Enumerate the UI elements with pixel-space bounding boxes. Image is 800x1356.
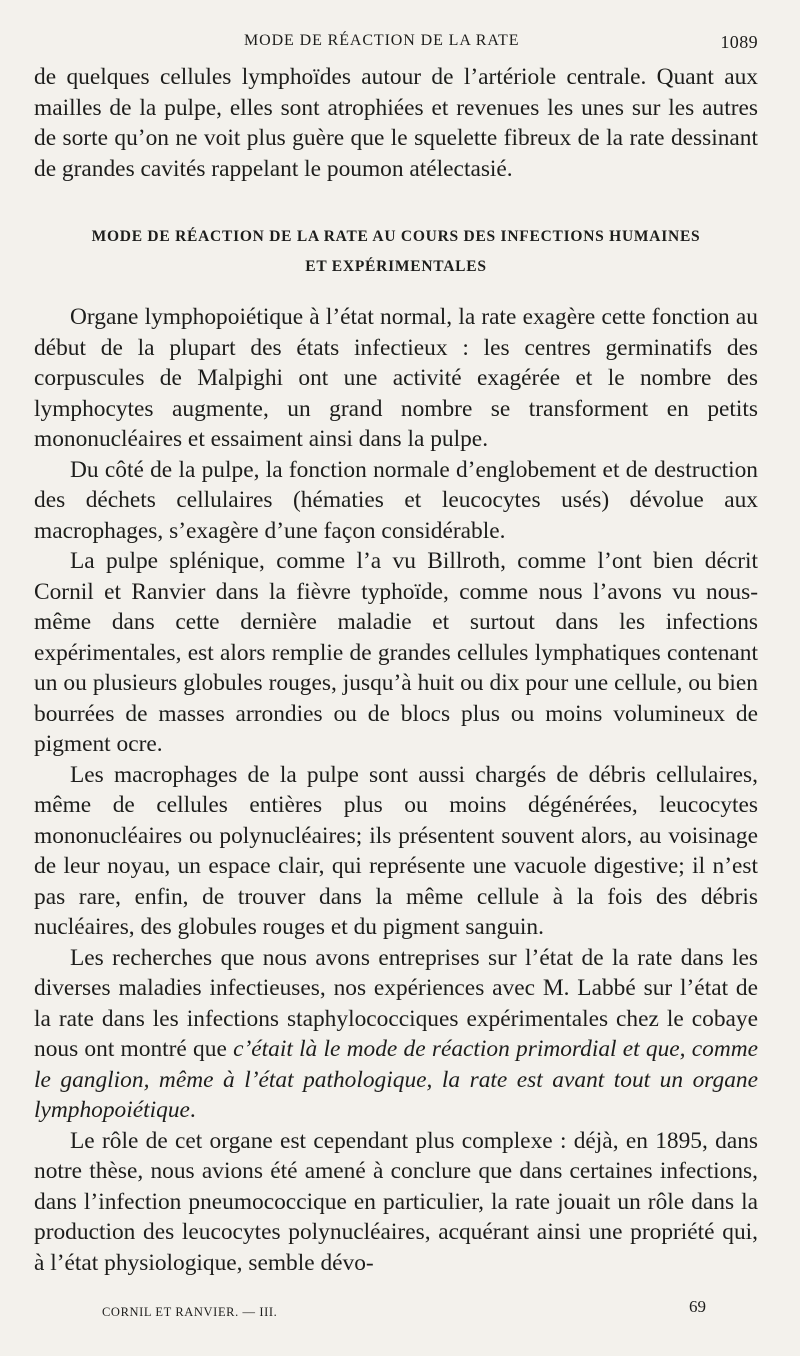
paragraph-research-findings [34,943,758,1126]
page-footer [102,1297,706,1325]
research-text-end: . [189,1097,196,1123]
running-title: MODE DE RÉACTION DE LA RATE [244,32,520,49]
page-body [34,62,758,1278]
paragraph-complex-role: Le rôle de cet organe est cependant plus complexe : déjà, en 1895, dans notre thèse, nous avions été amené à conclure que dans certaines infections, dans l’infection pneumococcique en particulier, la rate jouait un rôle dans la production des leucocytes polynucléaires, acquérant ainsi une propriété qui, à l’état physiologique, semble dévo- [34,1127,758,1276]
research-text-start: Les recherches que nous avons entreprises sur l’état de la rate dans les diverses maladies infectieuses, nos expériences avec M. Labbé sur l’état de la rate dans les infections staphylococciques expérimentales chez le cobaye nous ont montré que [34,944,758,1062]
research-italic-conclusion: c’était là le mode de réaction primordial et que, comme le ganglion, même à l’état pathologique, la rate est avant tout un organe lymphopoiétique [34,1036,759,1123]
running-head [34,28,758,62]
sheet-number: 69 [689,1297,706,1316]
paragraph-lymphopoietic-function: Organe lymphopoiétique à l’état normal, la rate exagère cette fonction au début de la plupart des états infectieux : les centres germinatifs des corpuscules de Malpighi ont une activité exagérée et le nombre des lymphocytes augmente, un grand nombre se transforment en petits mononucléaires et essaiment ainsi dans la pulpe. [34,304,758,452]
section-heading [34,222,758,282]
paragraph-macrophages-description: Les macrophages de la pulpe sont aussi chargés de débris cellulaires, même de cellules entières plus ou moins dégénérées, leucocytes mononucléaires ou polynucléaires; ils présentent souvent alors, au voisinage de leur noyau, un espace clair, qui représente une vacuole digestive; il n’est pas rare, enfin, de trouver dans la même cellule à la fois des débris nucléaires, des globules rouges et du pigment sanguin. [34,761,758,940]
paragraph-pulp-function: Du côté de la pulpe, la fonction normale d’englobement et de destruction des déchets cellulaires (hématies et leucocytes usés) dévolue aux macrophages, s’exagère d’une façon considérable. [34,456,758,544]
page-number: 1089 [720,32,758,52]
paragraph-splenic-pulp-description: La pulpe splénique, comme l’a vu Billroth, comme l’ont bien décrit Cornil et Ranvier dans la fièvre typhoïde, comme nous l’avons vu nous-même dans cette dernière maladie et surtout dans les infections expérimentales, est alors remplie de grandes cellules lymphatiques contenant un ou plusieurs globules rouges, jusqu’à huit ou dix pour une cellule, ou bien bourrées de masses arrondies ou de blocs plus ou moins volumineux de pigment ocre. [34,548,758,757]
continuation-paragraph: de quelques cellules lymphoïdes autour de l’artériole centrale. Quant aux mailles de la pulpe, elles sont atrophiées et revenues les unes sur les autres de sorte qu’on ne voit plus guère que le squelette fibreux de la rate dessinant de grandes cavités rappelant le poumon atélectasié. [34,64,758,182]
footer-signature: CORNIL ET RANVIER. — III. [102,1305,278,1319]
section-heading-line-2: ET EXPÉRIMENTALES [305,258,487,275]
section-heading-line-1: MODE DE RÉACTION DE LA RATE AU COURS DES INFECTIONS HUMAINES [91,228,701,245]
